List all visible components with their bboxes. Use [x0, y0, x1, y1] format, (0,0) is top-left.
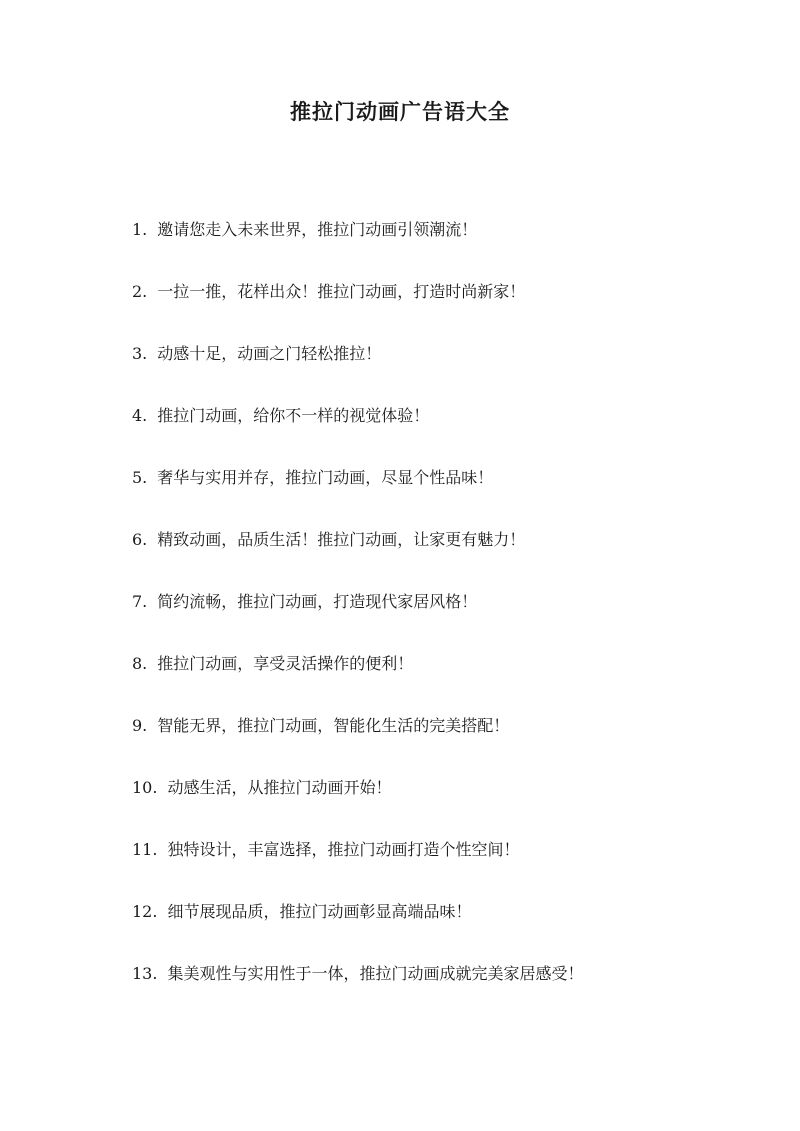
- item-number: 7.: [132, 592, 148, 611]
- item-text: 邀请您走入未来世界，推拉门动画引领潮流！: [157, 220, 478, 239]
- item-text: 智能无界，推拉门动画，智能化生活的完美搭配！: [157, 716, 510, 735]
- item-text: 独特设计，丰富选择，推拉门动画打造个性空间！: [167, 840, 520, 859]
- item-number: 13.: [132, 964, 158, 983]
- list-item: [132, 400, 752, 462]
- list-item: [132, 648, 752, 710]
- item-number: 10.: [132, 778, 158, 797]
- list-item: [132, 462, 752, 524]
- item-number: 6.: [132, 530, 148, 549]
- list-item: [132, 214, 752, 276]
- item-text: 推拉门动画，享受灵活操作的便利！: [157, 654, 414, 673]
- item-number: 9.: [132, 716, 148, 735]
- item-text: 简约流畅，推拉门动画，打造现代家居风格！: [157, 592, 478, 611]
- item-number: 1.: [132, 220, 148, 239]
- list-item: [132, 834, 752, 896]
- item-number: 2.: [132, 282, 148, 301]
- item-text: 细节展现品质，推拉门动画彰显高端品味！: [167, 902, 472, 921]
- item-number: 3.: [132, 344, 148, 363]
- list-item: [132, 710, 752, 772]
- item-number: 4.: [132, 406, 148, 425]
- item-text: 精致动画，品质生活！推拉门动画，让家更有魅力！: [157, 530, 526, 549]
- list-item: [132, 524, 752, 586]
- item-text: 集美观性与实用性于一体，推拉门动画成就完美家居感受！: [167, 964, 584, 983]
- page-title: 推拉门动画广告语大全: [290, 99, 510, 124]
- list-item: [132, 896, 752, 958]
- slogan-list: [132, 214, 752, 1020]
- item-text: 一拉一推，花样出众！推拉门动画，打造时尚新家！: [157, 282, 526, 301]
- item-number: 8.: [132, 654, 148, 673]
- list-item: [132, 958, 752, 1020]
- item-text: 动感十足，动画之门轻松推拉！: [157, 344, 382, 363]
- list-item: [132, 276, 752, 338]
- item-number: 5.: [132, 468, 148, 487]
- item-text: 动感生活，从推拉门动画开始！: [167, 778, 392, 797]
- item-number: 12.: [132, 902, 158, 921]
- list-item: [132, 772, 752, 834]
- item-text: 推拉门动画，给你不一样的视觉体验！: [157, 406, 430, 425]
- item-text: 奢华与实用并存，推拉门动画，尽显个性品味！: [157, 468, 494, 487]
- item-number: 11.: [132, 840, 158, 859]
- list-item: [132, 338, 752, 400]
- list-item: [132, 586, 752, 648]
